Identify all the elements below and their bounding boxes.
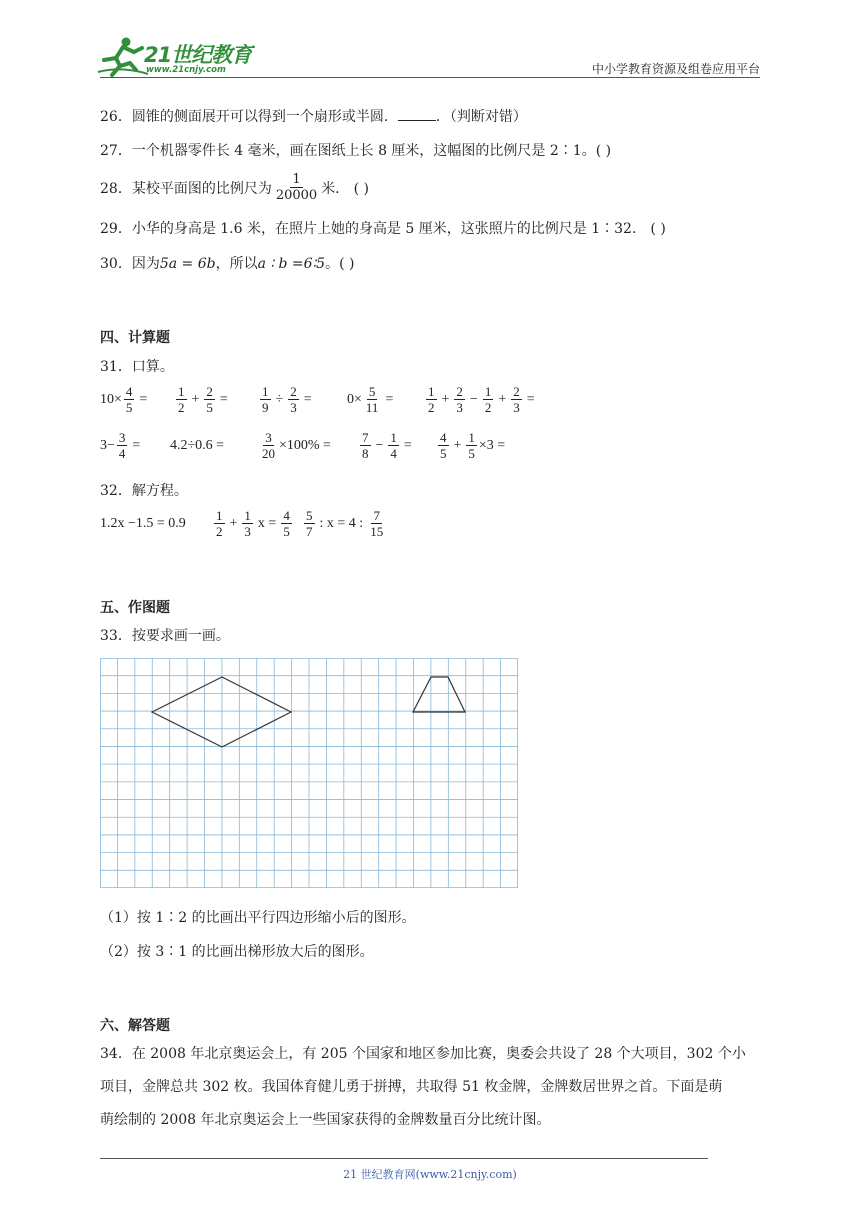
oral-item: $\frac{1}{2}$ + $\frac{2}{5}$ = [178, 384, 228, 415]
question-29: 29．小华的身高是 1.6 米，在照片上她的身高是 5 厘米，这张照片的比例尺是 1∶32． ( ) [100, 221, 666, 237]
question-30-mid: ，所以 [215, 256, 258, 272]
question-34-line: 项目，金牌总共 302 枚。我国体育健儿勇于拼搏，共取得 51 枚金牌，金牌数居世界之首。下面是萌 [100, 1079, 723, 1095]
sub-question-1: （1）按 1∶2 的比画出平行四边形缩小后的图形。 [100, 910, 416, 926]
question-30-suffix: 。( ) [325, 256, 355, 272]
question-30-text: 30．因为 [100, 256, 160, 272]
section-title-solve: 六、解答题 [100, 1018, 170, 1034]
section-title-draw: 五、作图题 [100, 600, 170, 616]
oral-item: 3− $\frac{3}{4}$ = [100, 430, 141, 461]
parallelogram-shape [152, 677, 291, 747]
question-26-suffix: ．（判断对错） [435, 109, 527, 125]
equation: 5a = 6b [159, 256, 216, 272]
question-28-suffix: 米． ( ) [321, 180, 370, 197]
sub-question-2: （2）按 3∶1 的比画出梯形放大后的图形。 [100, 944, 374, 960]
question-30 [100, 253, 354, 273]
equation-item: $\frac{1}{2}$ + $\frac{1}{3}$ x = $\frac{4}{5}$ [216, 508, 290, 539]
equation-item: 1.2x −1.5 = 0.9 [100, 516, 186, 531]
ratio: a ∶ b =6∶5 [257, 256, 326, 272]
question-26-text: 26．圆锥的侧面展开可以得到一个扇形或半圆． [100, 109, 398, 125]
oral-item: $\frac{3}{20}$ ×100% = [262, 430, 331, 461]
drawing-grid[interactable] [100, 658, 518, 888]
oral-item: $\frac{4}{5}$ + $\frac{1}{5}$ ×3 = [440, 430, 506, 461]
oral-item: $\frac{1}{2}$ + $\frac{2}{3}$ − $\frac{1}{2}$ + $\frac{2}{3}$ = [428, 384, 535, 415]
header-right-text: 中小学教育资源及组卷应用平台 [591, 62, 760, 76]
question-28 [100, 172, 369, 203]
oral-item: 0× $\frac{5}{11}$ = [347, 384, 394, 415]
question-34-line: 34．在 2008 年北京奥运会上，有 205 个国家和地区参加比赛，奥委会共设了 28 个大项目，302 个小 [100, 1046, 746, 1062]
logo-text: 21世纪教育 [144, 43, 252, 67]
scale-fraction: $\frac{1}{20000}$ [275, 172, 318, 203]
question-26 [100, 106, 527, 126]
question-34-line: 萌绘制的 2008 年北京奥运会上一些国家获得的金牌数量百分比统计图。 [100, 1112, 551, 1128]
section-title-calc: 四、计算题 [100, 330, 170, 346]
question-28-text: 28．某校平面图的比例尺为 [100, 180, 272, 197]
oral-item: $\frac{7}{8}$ − $\frac{1}{4}$ = [362, 430, 412, 461]
question-27: 27．一个机器零件长 4 毫米，画在图纸上长 8 厘米，这幅图的比例尺是 2∶1。( ) [100, 143, 612, 159]
logo [96, 36, 266, 78]
header-divider [100, 77, 760, 78]
footer-divider [100, 1158, 708, 1159]
question-32-label: 32．解方程。 [100, 483, 188, 499]
grid-svg [100, 658, 518, 888]
oral-item: 4.2÷0.6 = [170, 438, 225, 453]
footer-text: 21 世纪教育网(www.21cnjy.com) [343, 1168, 517, 1181]
question-33-label: 33．按要求画一画。 [100, 628, 230, 644]
logo-url: www.21cnjy.com [146, 65, 226, 75]
answer-blank[interactable] [398, 108, 436, 121]
question-31-label: 31．口算。 [100, 359, 174, 375]
oral-item: $\frac{1}{9}$ ÷ $\frac{2}{3}$ = [262, 384, 312, 415]
trapezoid-shape [413, 677, 465, 712]
oral-item: 10× $\frac{4}{5}$ = [100, 384, 148, 415]
equation-item: $\frac{5}{7}$ : x = 4 : $\frac{7}{15}$ [306, 508, 384, 539]
